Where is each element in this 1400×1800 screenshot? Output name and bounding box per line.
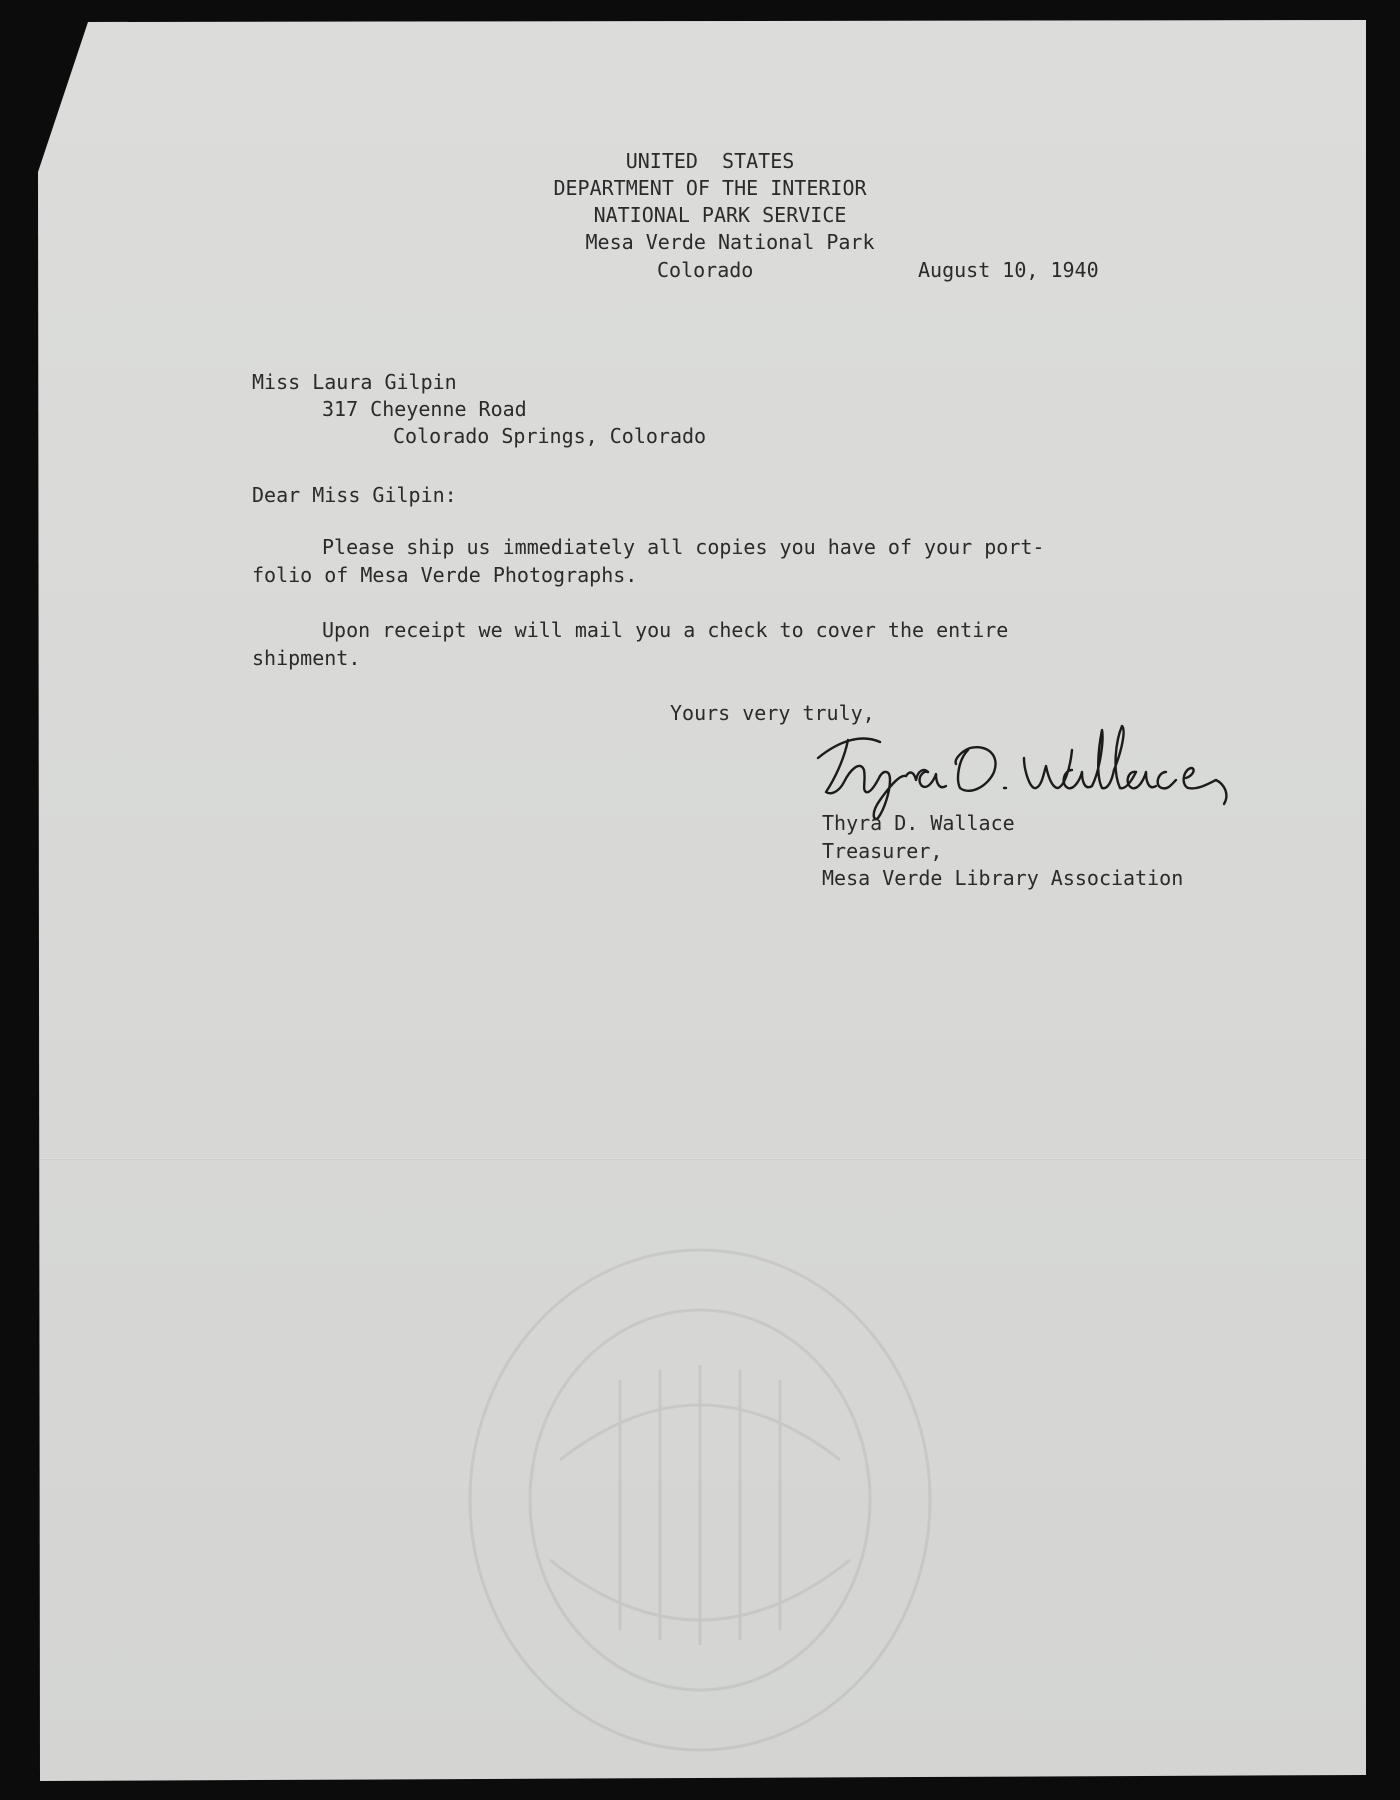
signer-organization: Mesa Verde Library Association	[822, 866, 1184, 890]
letterhead-park-service: NATIONAL PARK SERVICE	[593, 203, 847, 227]
letterhead-park-name: Mesa Verde National Park	[585, 230, 875, 254]
letterhead-united-states: UNITED STATES	[625, 149, 795, 173]
body-paragraph-2-line-1: Upon receipt we will mail you a check to cover the entire	[322, 618, 1009, 642]
recipient-name: Miss Laura Gilpin	[252, 370, 457, 394]
body-paragraph-2-line-2: shipment.	[252, 646, 361, 670]
letterhead-department: DEPARTMENT OF THE INTERIOR	[553, 176, 867, 200]
recipient-street: 317 Cheyenne Road	[322, 397, 527, 421]
recipient-city: Colorado Springs, Colorado	[393, 424, 707, 448]
letter-date: August 10, 1940	[918, 258, 1099, 282]
closing: Yours very truly,	[670, 701, 875, 725]
fold-crease	[40, 1158, 1366, 1160]
signer-name: Thyra D. Wallace	[822, 811, 1015, 835]
body-paragraph-1-line-2: folio of Mesa Verde Photographs.	[252, 563, 638, 587]
seal-watermark	[440, 1230, 960, 1770]
letterhead-state: Colorado	[657, 258, 754, 282]
signer-title: Treasurer,	[822, 839, 943, 863]
body-paragraph-1-line-1: Please ship us immediately all copies you have of your port-	[322, 535, 1045, 559]
salutation: Dear Miss Gilpin:	[252, 483, 457, 507]
